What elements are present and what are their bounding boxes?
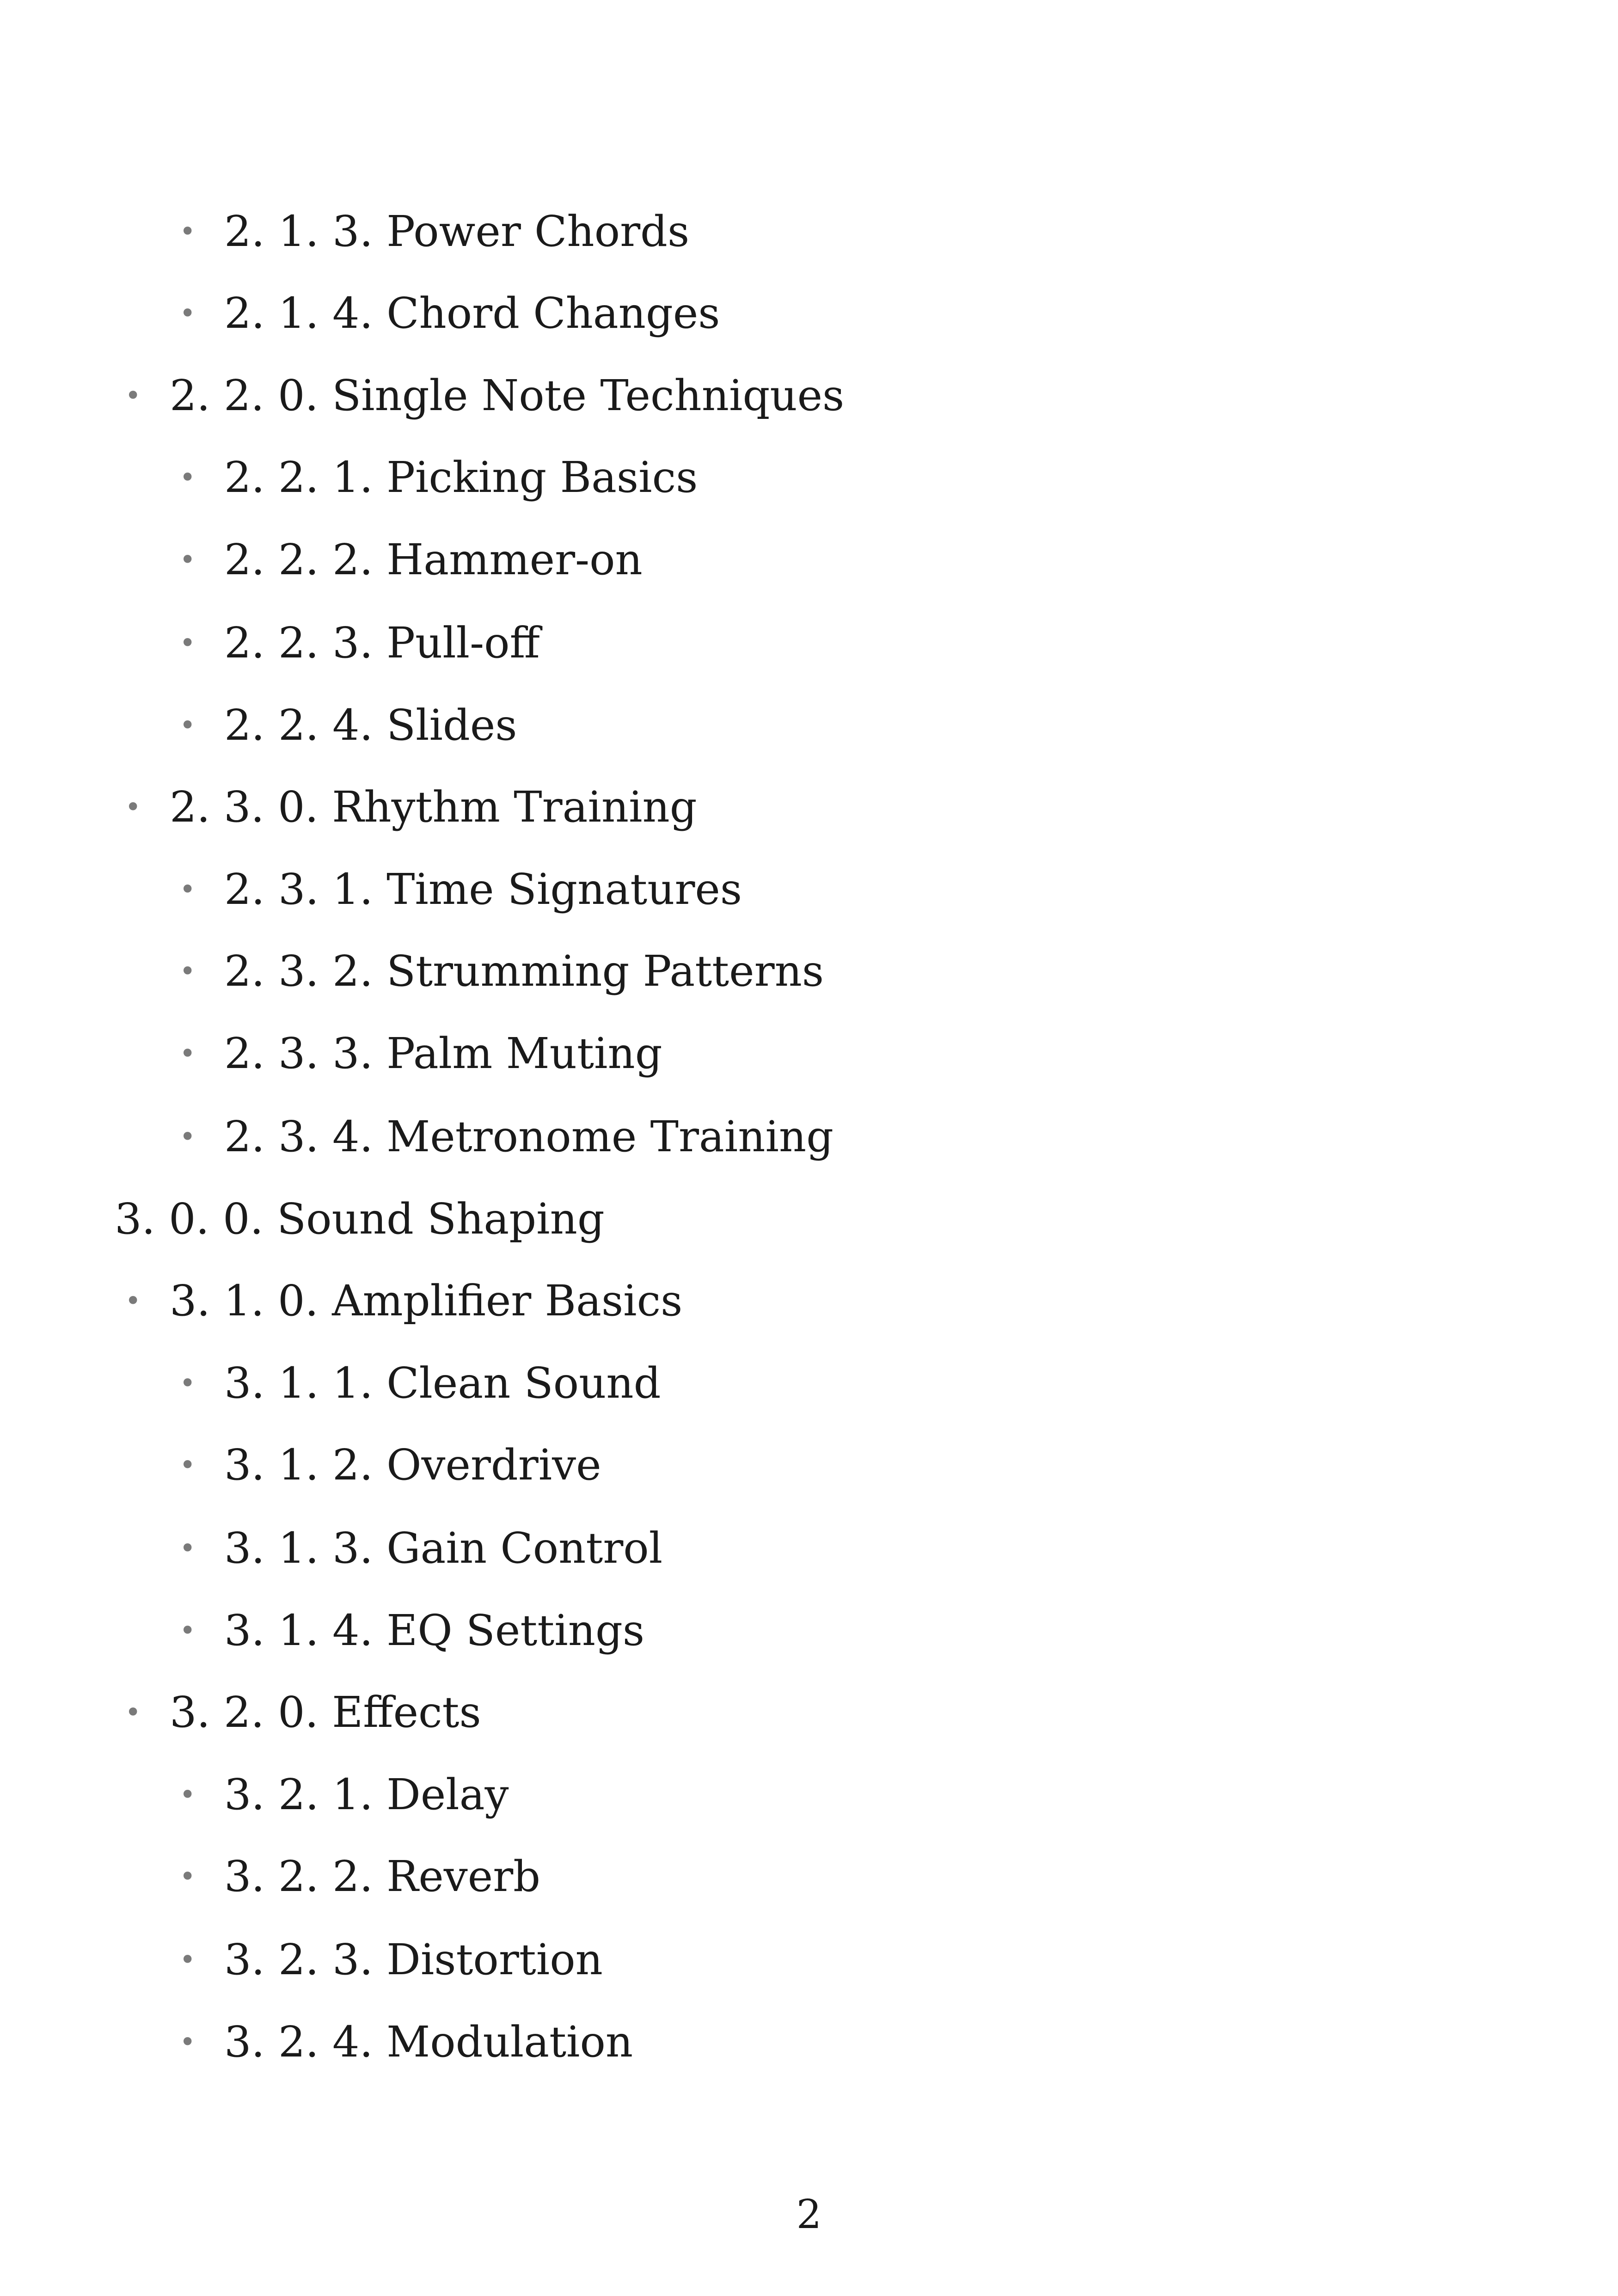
bullet-icon: • bbox=[179, 215, 196, 248]
bullet-icon: • bbox=[125, 380, 141, 412]
toc-entry-label: 3. 2. 4. Modulation bbox=[224, 2017, 633, 2067]
bullet-icon: • bbox=[179, 1037, 196, 1070]
bullet-icon: • bbox=[179, 873, 196, 906]
toc-entry-label: 3. 1. 3. Gain Control bbox=[224, 1523, 663, 1573]
bullet-icon: • bbox=[125, 1696, 141, 1729]
bullet-icon: • bbox=[179, 1449, 196, 1481]
toc-entry-label: 2. 2. 0. Single Note Techniques bbox=[170, 371, 845, 420]
bullet-icon: • bbox=[179, 1860, 196, 1893]
toc-entry-label: 3. 2. 3. Distortion bbox=[224, 1935, 603, 1984]
toc-entry-label: 3. 2. 2. Reverb bbox=[224, 1852, 541, 1901]
toc-entry-label: 3. 2. 1. Delay bbox=[224, 1770, 509, 1819]
toc-entry-label: 3. 1. 2. Overdrive bbox=[224, 1440, 601, 1490]
bullet-icon: • bbox=[125, 791, 141, 823]
toc-entry-label: 2. 3. 4. Metronome Training bbox=[224, 1112, 834, 1161]
toc-entry-label: 3. 0. 0. Sound Shaping bbox=[115, 1194, 605, 1244]
bullet-icon: • bbox=[179, 955, 196, 988]
toc-entry-label: 2. 3. 2. Strumming Patterns bbox=[224, 946, 824, 996]
bullet-icon: • bbox=[179, 544, 196, 576]
toc-entry-label: 2. 1. 4. Chord Changes bbox=[224, 289, 720, 338]
toc-entry-label: 2. 1. 3. Power Chords bbox=[224, 207, 690, 256]
page-number: 2 bbox=[796, 2192, 822, 2238]
bullet-icon: • bbox=[179, 1121, 196, 1153]
toc-entry-label: 3. 1. 1. Clean Sound bbox=[224, 1358, 661, 1408]
bullet-icon: • bbox=[179, 297, 196, 330]
toc-entry-label: 2. 3. 0. Rhythm Training bbox=[170, 782, 697, 832]
bullet-icon: • bbox=[179, 1532, 196, 1565]
toc-entry-label: 3. 1. 4. EQ Settings bbox=[224, 1606, 645, 1655]
toc-entry-label: 2. 2. 4. Slides bbox=[224, 700, 517, 750]
bullet-icon: • bbox=[179, 709, 196, 742]
bullet-icon: • bbox=[179, 2026, 196, 2058]
bullet-icon: • bbox=[179, 1779, 196, 1811]
toc-entry-label: 3. 2. 0. Effects bbox=[170, 1688, 481, 1737]
bullet-icon: • bbox=[179, 1615, 196, 1647]
toc-entry-label: 2. 2. 3. Pull-off bbox=[224, 618, 540, 668]
toc-entry-label: 2. 2. 1. Picking Basics bbox=[224, 453, 698, 502]
bullet-icon: • bbox=[125, 1285, 141, 1317]
bullet-icon: • bbox=[179, 461, 196, 494]
bullet-icon: • bbox=[179, 1367, 196, 1400]
toc-entry-label: 2. 3. 3. Palm Muting bbox=[224, 1029, 662, 1078]
toc-entry-label: 3. 1. 0. Amplifier Basics bbox=[170, 1276, 683, 1326]
bullet-icon: • bbox=[179, 1944, 196, 1976]
bullet-icon: • bbox=[179, 627, 196, 659]
toc-entry-label: 2. 3. 1. Time Signatures bbox=[224, 865, 742, 914]
toc-entry-label: 2. 2. 2. Hammer-on bbox=[224, 535, 643, 584]
